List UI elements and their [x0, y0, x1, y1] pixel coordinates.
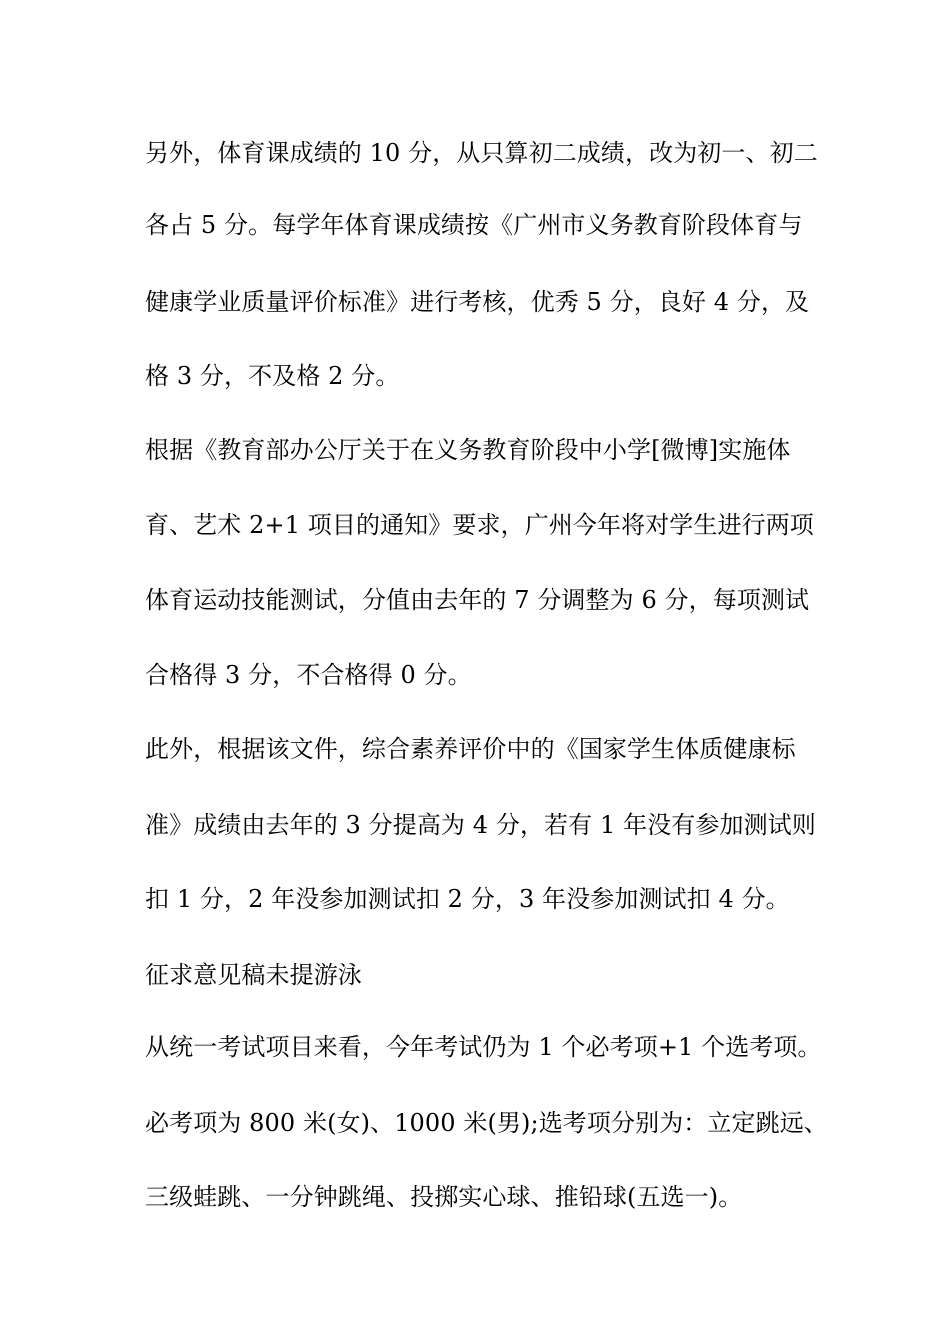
paragraph-line: 合格得 3 分，不合格得 0 分。: [145, 661, 472, 689]
paragraph-line: 从统一考试项目来看，今年考试仍为 1 个必考项+1 个选考项。: [145, 1033, 822, 1061]
paragraph-line: 此外，根据该文件，综合素养评价中的《国家学生体质健康标: [145, 735, 796, 763]
paragraph-line: 准》成绩由去年的 3 分提高为 4 分，若有 1 年没有参加测试则: [145, 811, 816, 839]
paragraph-line: 根据《教育部办公厅关于在义务教育阶段中小学[微博]实施体: [145, 436, 791, 464]
paragraph-line: 格 3 分，不及格 2 分。: [145, 362, 400, 390]
paragraph-line: 各占 5 分。每学年体育课成绩按《广州市义务教育阶段体育与: [145, 211, 803, 239]
paragraph-line: 三级蛙跳、一分钟跳绳、投掷实心球、推铅球(五选一)。: [145, 1183, 743, 1211]
section-heading: 征求意见稿未提游泳: [145, 961, 362, 989]
paragraph-line: 另外，体育课成绩的 10 分，从只算初二成绩，改为初一、初二: [145, 139, 818, 167]
paragraph-line: 健康学业质量评价标准》进行考核，优秀 5 分，良好 4 分，及: [145, 288, 810, 316]
paragraph-line: 必考项为 800 米(女)、1000 米(男);选考项分别为：立定跳远、: [145, 1109, 828, 1137]
paragraph-line: 扣 1 分，2 年没参加测试扣 2 分，3 年没参加测试扣 4 分。: [145, 885, 790, 913]
paragraph-line: 体育运动技能测试，分值由去年的 7 分调整为 6 分，每项测试: [145, 586, 810, 614]
paragraph-line: 育、艺术 2+1 项目的通知》要求，广州今年将对学生进行两项: [145, 511, 814, 539]
